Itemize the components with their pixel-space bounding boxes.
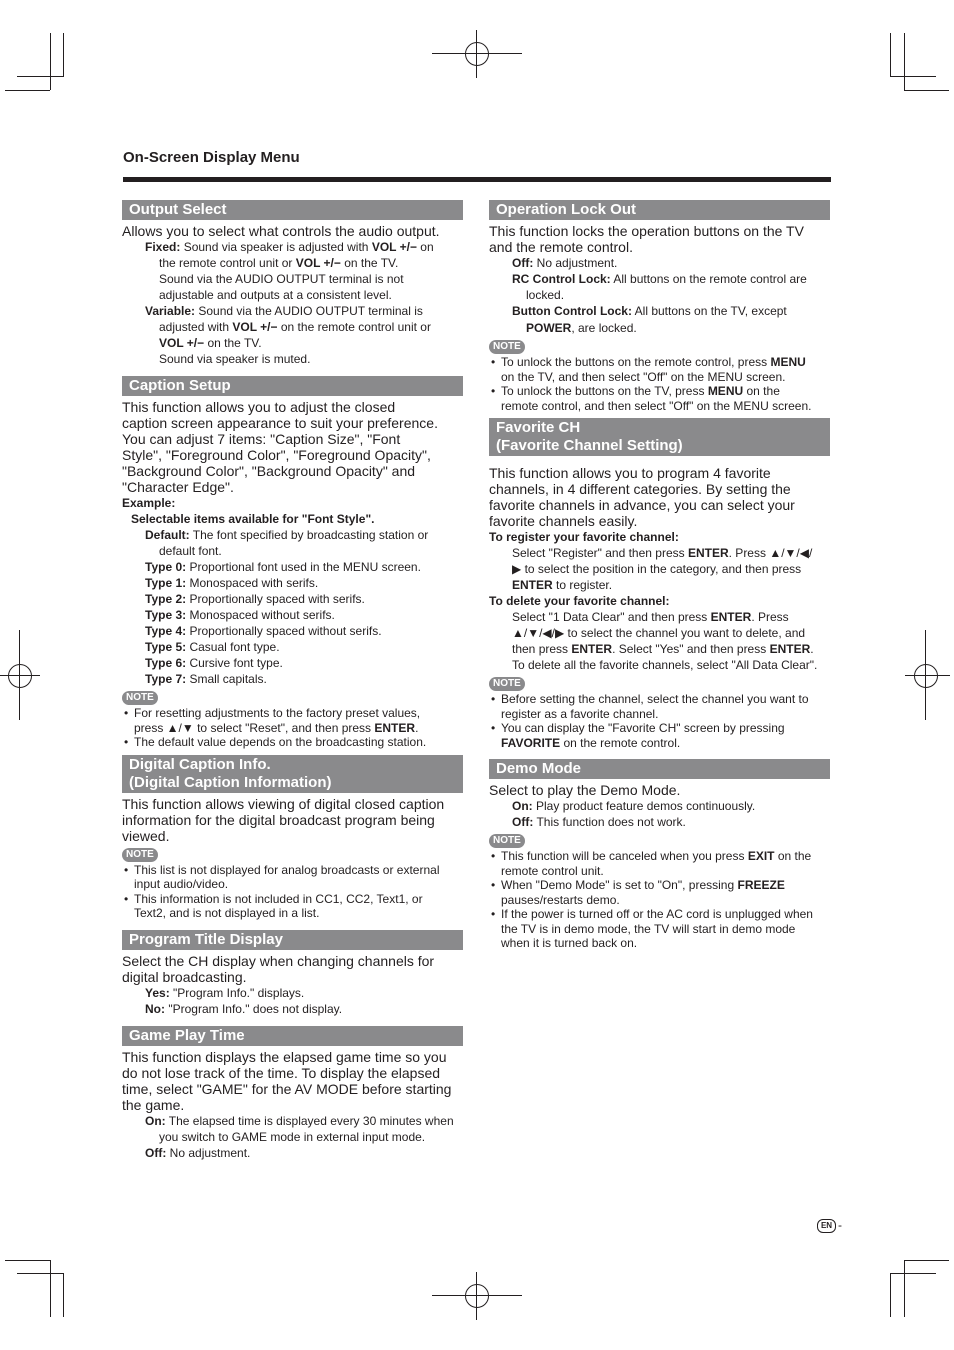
delete-step: ▲/▼/◀/▶ to select the channel you want to delete, and [512,626,806,640]
delete-heading: To delete your favorite channel: [489,594,670,608]
example-label: Example: [122,496,176,510]
delete-step: then press ENTER. Select "Yes" and then press ENTER. [512,642,814,656]
option-text: adjustable and outputs at a consistent level. [159,288,392,302]
intro-text: Allows you to select what controls the audio output. [122,223,440,239]
intro-line: This function allows you to adjust the closed [122,399,396,415]
option-off: Off: No adjustment. [145,1145,251,1160]
intro-line: do not lose track of the time. To display the elapsed [122,1064,441,1081]
option-text: POWER, are locked. [526,321,637,335]
option-fixed: Fixed: Sound via speaker is adjusted with VOL +/− on [145,240,434,254]
note-item: • To unlock the buttons on the TV, press MENU on the remote control, and then select "Off" on the MENU screen. [489,384,830,413]
font-type-item: Type 5: Casual font type. [145,640,280,654]
intro-line: "Background Color", "Background Opacity" and [122,463,416,479]
option-no: No: "Program Info." does not display. [145,1001,343,1016]
delete-step: To delete all the favorite channels, select "All Data Clear". [512,658,818,672]
option-default: Default: The font specified by broadcasting station or [145,528,429,542]
intro-line: favorite channels in advance, you can select your [489,497,795,513]
intro-line: the game. [122,1096,185,1113]
game-play-section [122,1026,463,1161]
option-text: Sound via speaker is muted. [159,352,311,366]
note-item: • This list is not displayed for analog broadcasts or external input audio/video. [122,863,463,892]
intro-line: viewed. [122,827,170,844]
option-on: On: The elapsed time is displayed every 30 minutes when [145,1113,454,1128]
option-on: On: Play product feature demos continuously. [512,799,756,813]
section-heading: Output Select [122,200,463,220]
program-title-section [122,930,463,1017]
section-heading: Demo Mode [489,759,830,779]
font-type-item: Type 3: Monospaced without serifs. [145,608,335,622]
note-badge: NOTE [489,677,525,691]
font-type-item: Type 6: Cursive font type. [145,656,283,670]
note-item: • Before setting the channel, select the channel you want to register as a favorite channel. [489,692,830,721]
output-select-section [122,200,463,367]
note-item: • The default value depends on the broadcasting station. [122,735,463,750]
selectable-label: Selectable items available for "Font Style". [131,512,375,526]
section-heading: Operation Lock Out [489,200,830,220]
option-text: locked. [526,288,565,302]
font-type-item: Type 7: Small capitals. [145,672,267,686]
option-text: VOL +/− on the TV. [159,336,262,350]
register-heading: To register your favorite channel: [489,530,679,544]
option-button-control-lock: Button Control Lock: All buttons on the TV, except [512,304,787,318]
intro-line: You can adjust 7 items: "Caption Size", "Font [122,431,401,447]
left-column [122,200,463,1161]
option-text: the remote control unit or VOL +/− on the TV. [159,256,399,270]
note-item: • If the power is turned off or the AC cord is unplugged when the TV is in demo mode, the TV will start in demo mode when it is turned back on. [489,907,830,951]
font-type-item: Type 2: Proportionally spaced with serifs. [145,592,365,606]
option-text: adjusted with VOL +/− on the remote control unit or [159,320,431,334]
delete-step: Select "1 Data Clear" and then press ENTER. Press [512,610,789,624]
option-yes: Yes: "Program Info." displays. [145,985,305,1000]
section-heading: Caption Setup [122,376,463,396]
intro-line: favorite channels easily. [489,513,638,529]
intro-line: Style", "Foreground Color", "Foreground Opacity", [122,447,431,463]
register-step: Select "Register" and then press ENTER. Press ▲/▼/◀/ [512,546,813,560]
intro-line: information for the digital broadcast program being [122,811,435,828]
intro-line: "Character Edge". [122,479,234,495]
option-text: default font. [159,544,222,558]
intro-line: caption screen appearance to suit your preference. [122,415,438,431]
note-item: • This function will be canceled when you press EXIT on the remote control unit. [489,849,830,878]
option-text: Sound via the AUDIO OUTPUT terminal is not [159,272,404,286]
note-item: • You can display the "Favorite CH" screen by pressing FAVORITE on the remote control. [489,721,830,750]
note-badge: NOTE [122,848,158,862]
section-heading: Favorite CH (Favorite Channel Setting) [489,418,830,456]
intro-line: This function allows viewing of digital closed caption [122,795,445,812]
section-heading: Game Play Time [122,1026,463,1046]
note-item: • For resetting adjustments to the factory preset values, press ▲/▼ to select "Reset", and then press ENTER. [122,706,463,735]
font-type-item: Type 1: Monospaced with serifs. [145,576,319,590]
intro-line: channels, in 4 different categories. By setting the [489,481,791,497]
page-number-suffix: - [838,1218,842,1232]
option-rc-control-lock: RC Control Lock: All buttons on the remote control are [512,272,807,286]
favorite-ch-section [489,418,830,750]
note-item: • This information is not included in CC1, CC2, Text1, or Text2, and is not displayed in a list. [122,892,463,921]
section-heading: Program Title Display [122,930,463,950]
intro-line: This function allows you to program 4 favorite [489,465,771,481]
register-step: ▶ to select the position in the category, and then press [512,562,802,576]
page-title: On-Screen Display Menu [123,149,300,166]
intro-line: This function displays the elapsed game time so you [122,1048,447,1065]
note-badge: NOTE [489,834,525,848]
intro-line: time, select "GAME" for the AV MODE before starting [122,1080,452,1097]
font-type-item: Type 0: Proportional font used in the MENU screen. [145,560,421,574]
option-text: you switch to GAME mode in external input mode. [159,1129,426,1144]
language-badge: EN [817,1219,836,1233]
intro-line: digital broadcasting. [122,968,247,985]
demo-mode-section [489,759,830,951]
font-type-item: Type 4: Proportionally spaced without serifs. [145,624,382,638]
note-badge: NOTE [489,340,525,354]
note-badge: NOTE [122,691,158,705]
option-variable: Variable: Sound via the AUDIO OUTPUT terminal is [145,304,423,318]
option-off: Off: No adjustment. [512,256,618,270]
intro-line: This function locks the operation buttons on the TV [489,223,804,239]
section-heading: Digital Caption Info. (Digital Caption Information) [122,755,463,793]
caption-setup-section [122,376,463,750]
intro-line: Select the CH display when changing channels for [122,952,435,969]
note-item: • When "Demo Mode" is set to "On", pressing FREEZE pauses/restarts demo. [489,878,830,907]
intro-text: Select to play the Demo Mode. [489,782,681,798]
title-rule [123,177,831,182]
register-step: ENTER to register. [512,578,613,592]
digital-caption-section [122,755,463,921]
right-column [489,200,830,951]
intro-line: and the remote control. [489,239,633,255]
note-item: • To unlock the buttons on the remote control, press MENU on the TV, and then select "Off" on the MENU screen. [489,355,830,384]
option-off: Off: This function does not work. [512,815,686,829]
operation-lock-section [489,200,830,413]
